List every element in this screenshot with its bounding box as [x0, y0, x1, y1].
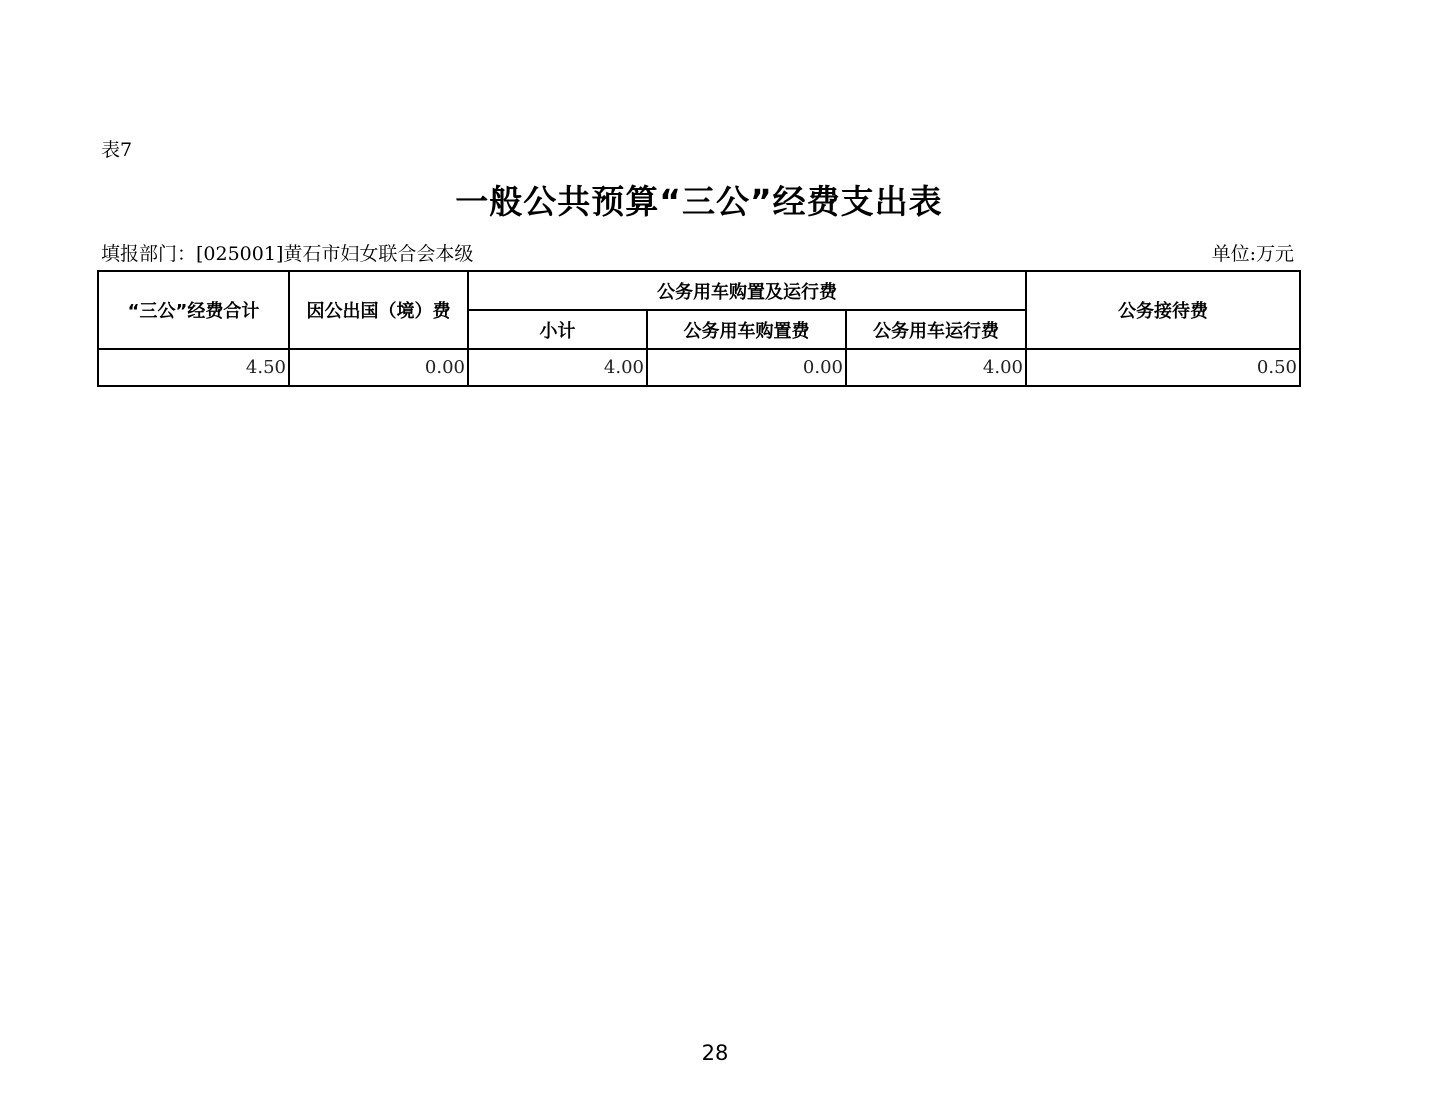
reporting-department: 填报部门：[025001]黄石市妇女联合会本级 — [101, 243, 474, 265]
header-vehicle-operation: 公务用车运行费 — [846, 310, 1026, 349]
cell-abroad: 0.00 — [289, 349, 468, 386]
page-number: 28 — [701, 1041, 729, 1065]
cell-reception: 0.50 — [1026, 349, 1300, 386]
header-total: “三公”经费合计 — [98, 271, 289, 349]
cell-vehicle-purchase: 0.00 — [647, 349, 846, 386]
three-public-expenses-table — [97, 270, 1301, 387]
table-row — [98, 349, 1300, 386]
header-row-1 — [98, 271, 1300, 310]
table-number: 表7 — [101, 139, 133, 161]
currency-unit: 单位:万元 — [1211, 243, 1294, 265]
document-title: 一般公共预算“三公”经费支出表 — [455, 182, 943, 221]
header-reception: 公务接待费 — [1026, 271, 1300, 349]
cell-subtotal: 4.00 — [468, 349, 647, 386]
header-subtotal: 小计 — [468, 310, 647, 349]
cell-vehicle-operation: 4.00 — [846, 349, 1026, 386]
cell-total: 4.50 — [98, 349, 289, 386]
header-vehicle-group: 公务用车购置及运行费 — [468, 271, 1026, 310]
header-abroad: 因公出国（境）费 — [289, 271, 468, 349]
header-vehicle-purchase: 公务用车购置费 — [647, 310, 846, 349]
